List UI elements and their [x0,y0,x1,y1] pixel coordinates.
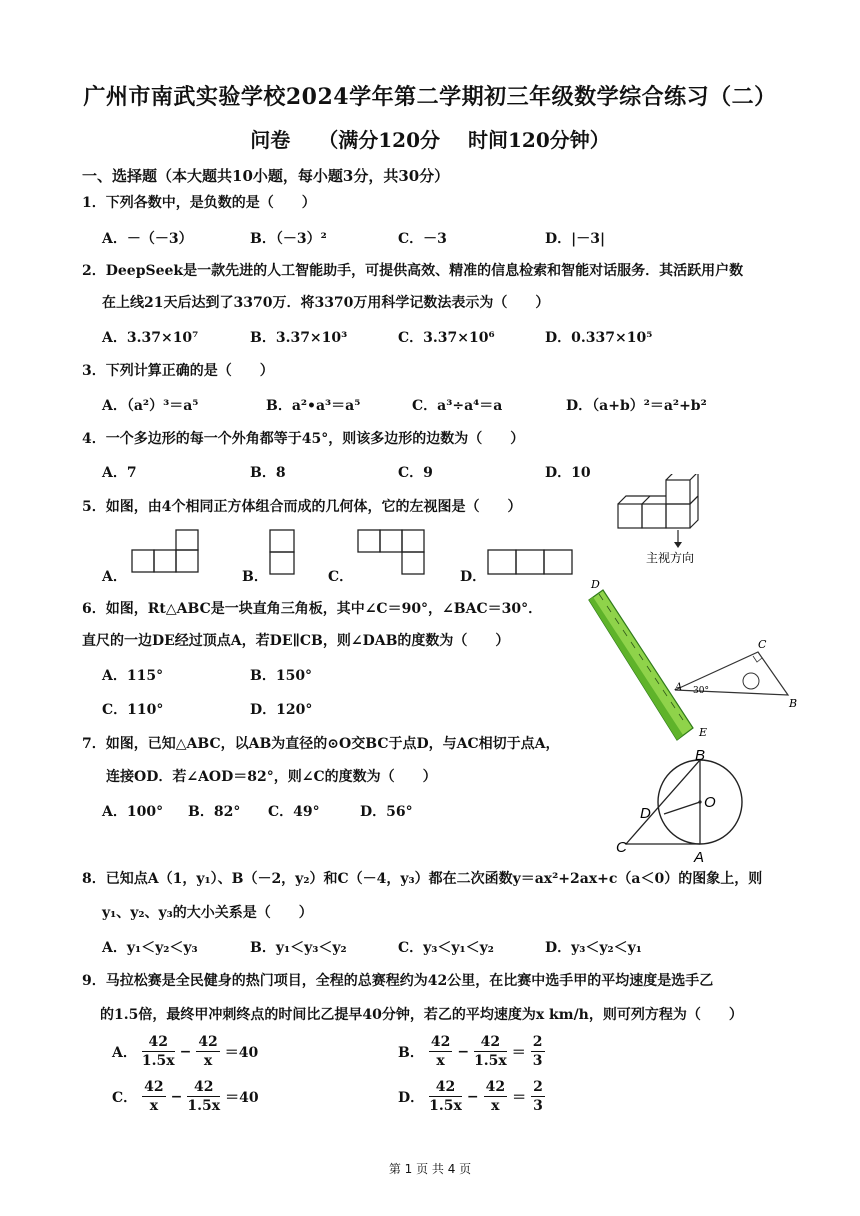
q9-c-num1: 42 [144,1079,164,1095]
q5-option-b: B． [242,569,268,585]
subtitle-label: 问卷 [250,128,291,152]
q5-option-a: A． [102,569,127,585]
q1-stem: 1．下列各数中，是负数的是（ ） [82,195,316,211]
q9-d-letter: D． [398,1089,425,1106]
q9-d-den2: x [491,1098,500,1114]
q7-option-c: C．49° [268,804,320,820]
q8-option-d: D．y₃＜y₂＜y₁ [545,940,642,956]
page-title: 广州市南武实验学校2024学年第二学期初三年级数学综合练习（二） [83,84,777,110]
q9-option-d: D． $\frac{42}{1.5x}$ − $\frac{42}{x}$ ＝ $\frac{2}{3}$ [398,1079,543,1114]
q7-stem-line2: 连接OD．若∠AOD＝82°，则∠C的度数为（ ） [106,769,437,785]
page-footer: 第 1 页 共 4 页 [388,1162,472,1176]
q9-d-rhs-num: 2 [533,1079,543,1095]
q4-option-a: A．7 [102,465,137,481]
q9-d-den1: 1.5x [429,1098,462,1114]
label-b: B [695,748,706,764]
q7-circle-figure [612,748,760,866]
q3-option-b: B．a²•a³＝a⁵ [266,398,361,414]
q8-stem-line1: 8．已知点A（1，y₁）、B（－2，y₂）和C（－4，y₃）都在二次函数y＝ax²+2ax+c（a＜0）的图象上，则 [82,871,763,887]
q9-b-num1: 42 [430,1034,451,1050]
q5-option-d: D． [460,569,487,585]
q8-option-b: B．y₁＜y₃＜y₂ [250,940,347,956]
q5-cube-figure [608,474,728,566]
section-heading: 一、选择题（本大题共10小题，每小题3分，共30分） [82,167,450,185]
q9-c-rhs: ＝40 [225,1089,259,1106]
q5-option-c: C． [328,569,354,585]
label-c: C [616,839,627,856]
q6-stem-line2: 直尺的一边DE经过顶点A，若DE∥CB，则∠DAB的度数为（ ） [82,633,510,649]
q9-a-den1: 1.5x [141,1053,175,1069]
view-direction-label: 主视方向 [645,551,695,565]
q4-option-c: C．9 [398,465,433,481]
q3-option-c: C．a³÷a⁴＝a [412,398,503,414]
q2-option-d: D．0.337×10⁵ [545,330,653,346]
q9-b-num2: 42 [474,1033,507,1052]
q1-option-a: A．－（－3） [102,231,193,247]
q3-option-a: A．（a²）³＝a⁵ [102,398,199,414]
q9-c-den1: x [149,1098,159,1114]
q9-stem-line2: 的1.5倍，最终甲冲刺终点的时间比乙提早40分钟，若乙的平均速度为x km/h，则可列方程为（ ） [100,1007,743,1023]
q7-option-b: B．82° [188,804,241,820]
q7-option-d: D．56° [360,804,413,820]
q2-stem-line2: 在上线21天后达到了3370万．将3370万用科学记数法表示为（ ） [102,295,550,311]
q6-option-b: B．150° [250,668,313,684]
q5-stem: 5．如图，由4个相同正方体组合而成的几何体，它的左视图是（ ） [82,499,522,515]
q9-b-den2: 1.5x [474,1053,507,1069]
q9-b-rhs-num: 2 [532,1034,543,1050]
q9-a-den2: x [203,1053,213,1069]
q9-c-den2: 1.5x [187,1098,221,1114]
q4-option-d: D．10 [545,465,591,481]
q5-option-c-view [356,528,428,578]
q9-option-a: A． $\frac{42}{1.5x}$ − $\frac{42}{x}$ ＝40 [112,1034,259,1069]
q9-d-rhs-den: 3 [533,1098,543,1114]
q9-b-letter: B． [398,1044,424,1061]
page-subtitle [0,124,860,153]
q8-stem-line2: y₁、y₂、y₃的大小关系是（ ） [102,905,313,921]
label-o: O [704,794,716,811]
q6-ruler-triangle-figure [575,578,800,750]
q7-stem-line1: 7．如图，已知△ABC，以AB为直径的⊙O交BC于点D，与AC相切于点A， [82,736,560,752]
q2-option-a: A．3.37×10⁷ [102,330,199,346]
q8-option-a: A．y₁＜y₂＜y₃ [102,940,198,956]
q9-option-c: C． $\frac{42}{x}$ − $\frac{42}{1.5x}$ ＝40 [112,1079,259,1114]
q9-b-rhs-den: 3 [532,1053,543,1069]
q9-d-num2: 42 [485,1079,506,1095]
q6-stem-line1: 6．如图，Rt△ABC是一块直角三角板，其中∠C＝90°，∠BAC＝30°． [82,601,543,617]
label-e: E [699,726,708,739]
q4-stem: 4．一个多边形的每一个外角都等于45°，则该多边形的边数为（ ） [82,431,525,447]
q6-option-a: A．115° [102,668,164,684]
q9-c-num2: 42 [187,1078,220,1097]
q6-option-c: C．110° [102,702,164,718]
label-a: A [675,682,683,693]
q1-option-d: D．|－3| [545,231,606,247]
subtitle-score: （满分120分 [318,128,440,152]
label-angle-30: 30° [693,686,709,696]
q9-stem-line1: 9．马拉松赛是全民健身的热门项目，全程的总赛程约为42公里，在比赛中选手甲的平均速度是选手乙 [82,973,714,989]
q9-a-letter: A． [112,1044,137,1061]
q4-option-b: B．8 [250,465,286,481]
q9-c-letter: C． [112,1089,138,1106]
q6-option-d: D．120° [250,702,313,718]
label-c: C [758,638,767,651]
q1-option-b: B．（－3）² [250,231,327,247]
label-d: D [640,805,651,822]
q5-option-d-view [486,548,574,578]
q2-option-b: B．3.37×10³ [250,330,348,346]
q9-option-b: B． $\frac{42}{x}$ − $\frac{42}{1.5x}$ ＝ $\frac{2}{3}$ [398,1034,543,1069]
q8-option-c: C．y₃＜y₁＜y₂ [398,940,494,956]
label-d: D [591,578,600,591]
q2-stem-line1: 2．DeepSeek是一款先进的人工智能助手，可提供高效、精准的信息检索和智能对话服务．其活跃用户数 [82,263,744,279]
q3-stem: 3．下列计算正确的是（ ） [82,363,274,379]
q9-a-num2: 42 [198,1034,218,1050]
q9-a-rhs: ＝40 [224,1044,259,1061]
q7-option-a: A．100° [102,804,164,820]
q2-option-c: C．3.37×10⁶ [398,330,495,346]
q1-option-c: C．－3 [398,231,447,247]
q3-option-d: D．（a+b）²＝a²+b² [566,398,707,414]
label-a: A [694,849,705,866]
q9-d-num1: 42 [429,1078,462,1097]
q9-b-den1: x [436,1053,445,1069]
q5-option-a-view [130,528,200,576]
subtitle-time: 时间120分钟） [468,128,610,152]
q9-a-num1: 42 [142,1033,175,1052]
label-b: B [789,697,798,710]
q5-option-b-view [268,528,298,578]
